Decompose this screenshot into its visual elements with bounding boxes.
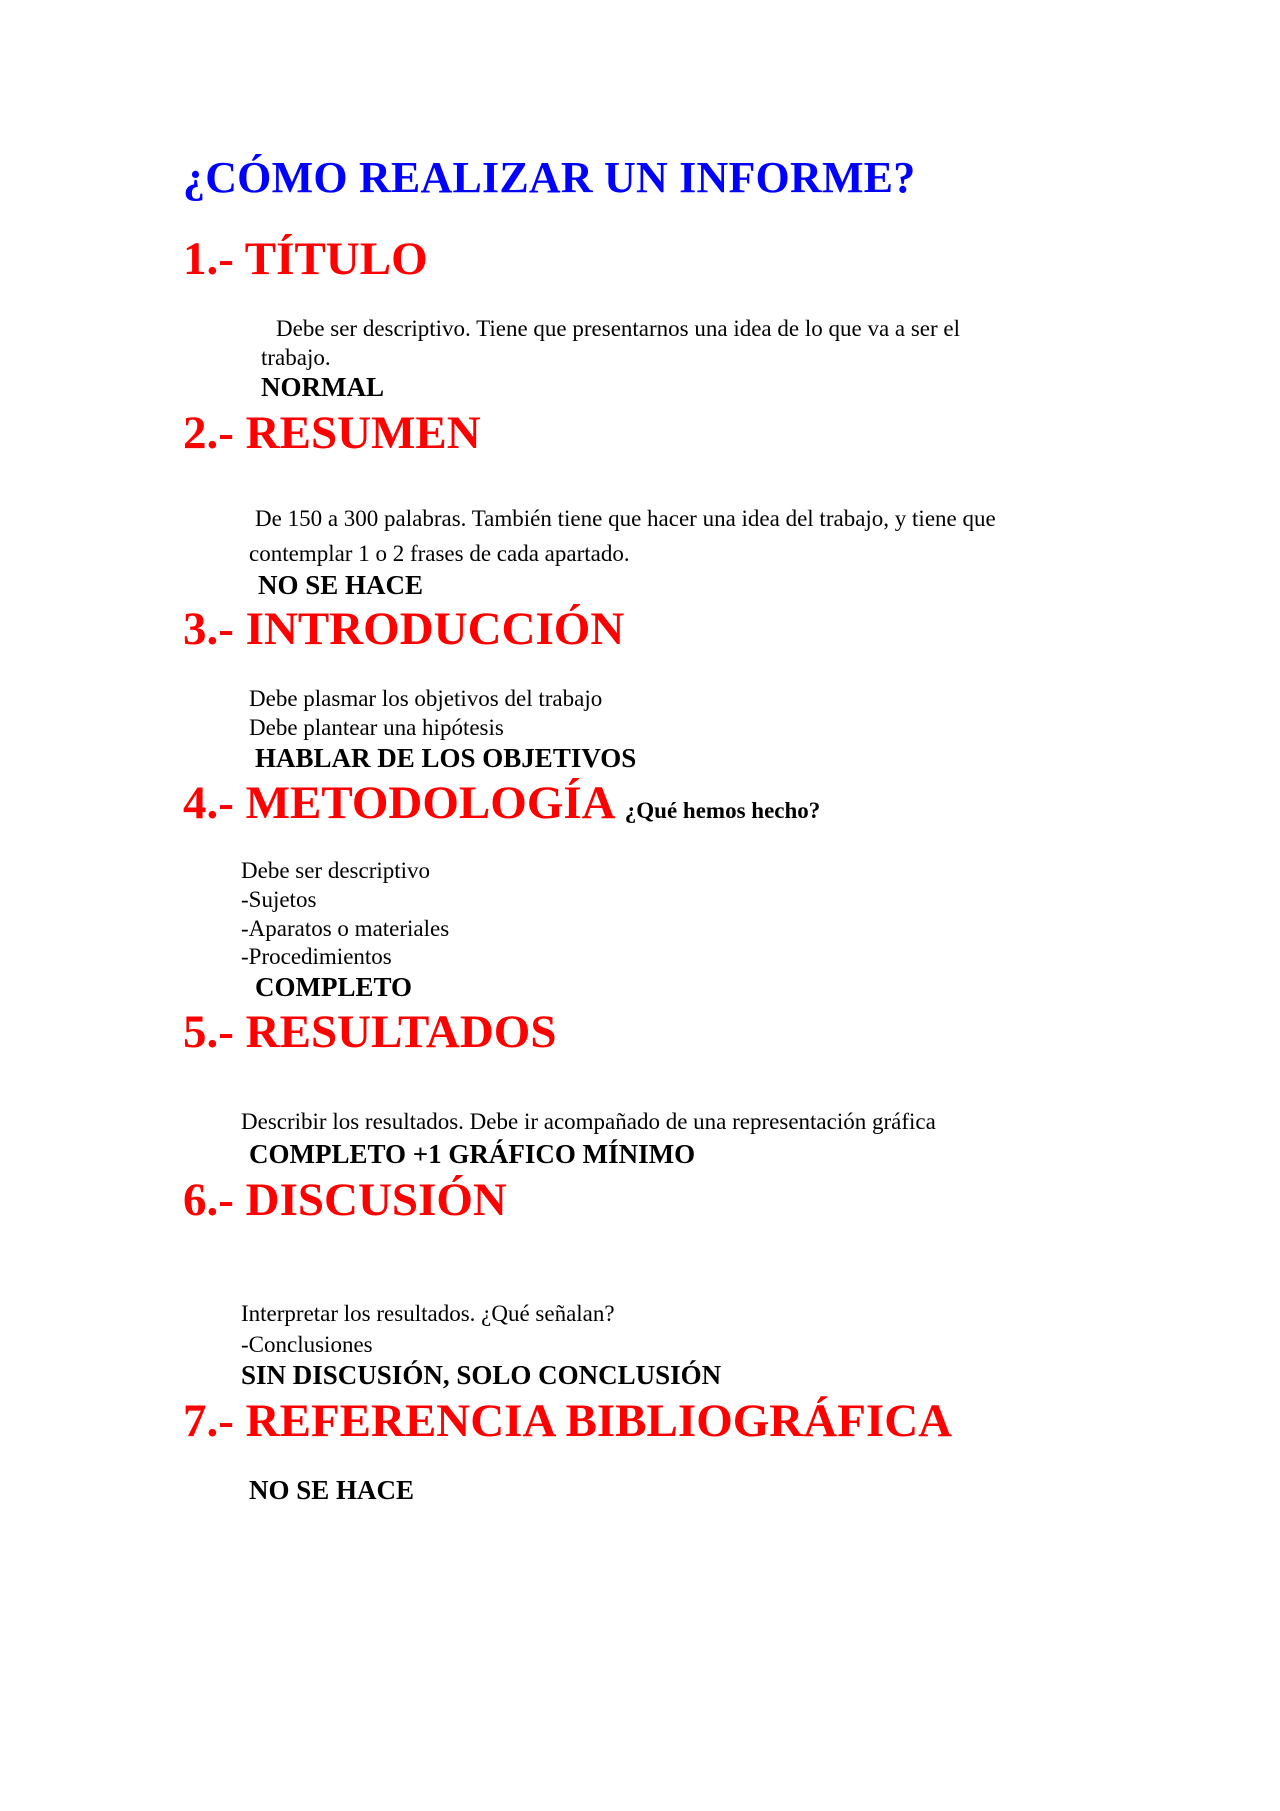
section-7-heading-text: 7.- REFERENCIA BIBLIOGRÁFICA: [183, 1395, 953, 1447]
section-3-line-2: Debe plantear una hipótesis: [249, 715, 504, 740]
section-6-note: SIN DISCUSIÓN, SOLO CONCLUSIÓN: [241, 1360, 722, 1390]
section-1-heading: [183, 232, 428, 286]
section-5-note: COMPLETO +1 GRÁFICO MÍNIMO: [249, 1139, 696, 1169]
section-4-line-4: -Procedimientos: [241, 944, 392, 969]
section-2-heading-text: 2.- RESUMEN: [183, 407, 481, 459]
section-2-heading: [183, 406, 481, 460]
section-4-line-1: Debe ser descriptivo: [241, 858, 431, 883]
section-4-aside: ¿Qué hemos hecho?: [624, 798, 821, 823]
section-3-note: HABLAR DE LOS OBJETIVOS: [255, 743, 637, 773]
section-1-heading-text: 1.- TÍTULO: [183, 233, 428, 285]
section-3-line-1: Debe plasmar los objetivos del trabajo: [249, 686, 603, 711]
section-6-heading: [183, 1173, 507, 1227]
section-7-heading: [183, 1394, 952, 1448]
document-title: ¿CÓMO REALIZAR UN INFORME?: [183, 153, 916, 202]
section-3-heading: [183, 602, 624, 656]
section-6-heading-text: 6.- DISCUSIÓN: [183, 1174, 507, 1226]
section-6-line-1: Interpretar los resultados. ¿Qué señalan?: [241, 1301, 615, 1326]
section-3-heading-text: 3.- INTRODUCCIÓN: [183, 603, 625, 655]
section-4-heading: [183, 776, 820, 830]
section-1-note: NORMAL: [261, 372, 384, 402]
section-2-note: NO SE HACE: [258, 570, 424, 600]
section-4-heading-text: 4.- METODOLOGÍA: [183, 777, 614, 829]
section-5-line-1: Describir los resultados. Debe ir acompañado de una representación gráfica: [241, 1109, 936, 1134]
section-4-line-2: -Sujetos: [241, 887, 317, 912]
section-5-heading: [183, 1005, 557, 1059]
section-2-line-2: contemplar 1 o 2 frases de cada apartado.: [249, 541, 630, 566]
section-1-line-1: Debe ser descriptivo. Tiene que presentarnos una idea de lo que va a ser el: [276, 316, 961, 341]
section-1-line-2: trabajo.: [261, 345, 331, 370]
section-6-line-2: -Conclusiones: [241, 1332, 373, 1357]
section-5-heading-text: 5.- RESULTADOS: [183, 1006, 557, 1058]
section-4-line-3: -Aparatos o materiales: [241, 916, 450, 941]
section-2-line-1: De 150 a 300 palabras. También tiene que hacer una idea del trabajo, y tiene que: [255, 506, 996, 531]
section-4-note: COMPLETO: [255, 972, 413, 1002]
section-7-note: NO SE HACE: [249, 1475, 415, 1505]
